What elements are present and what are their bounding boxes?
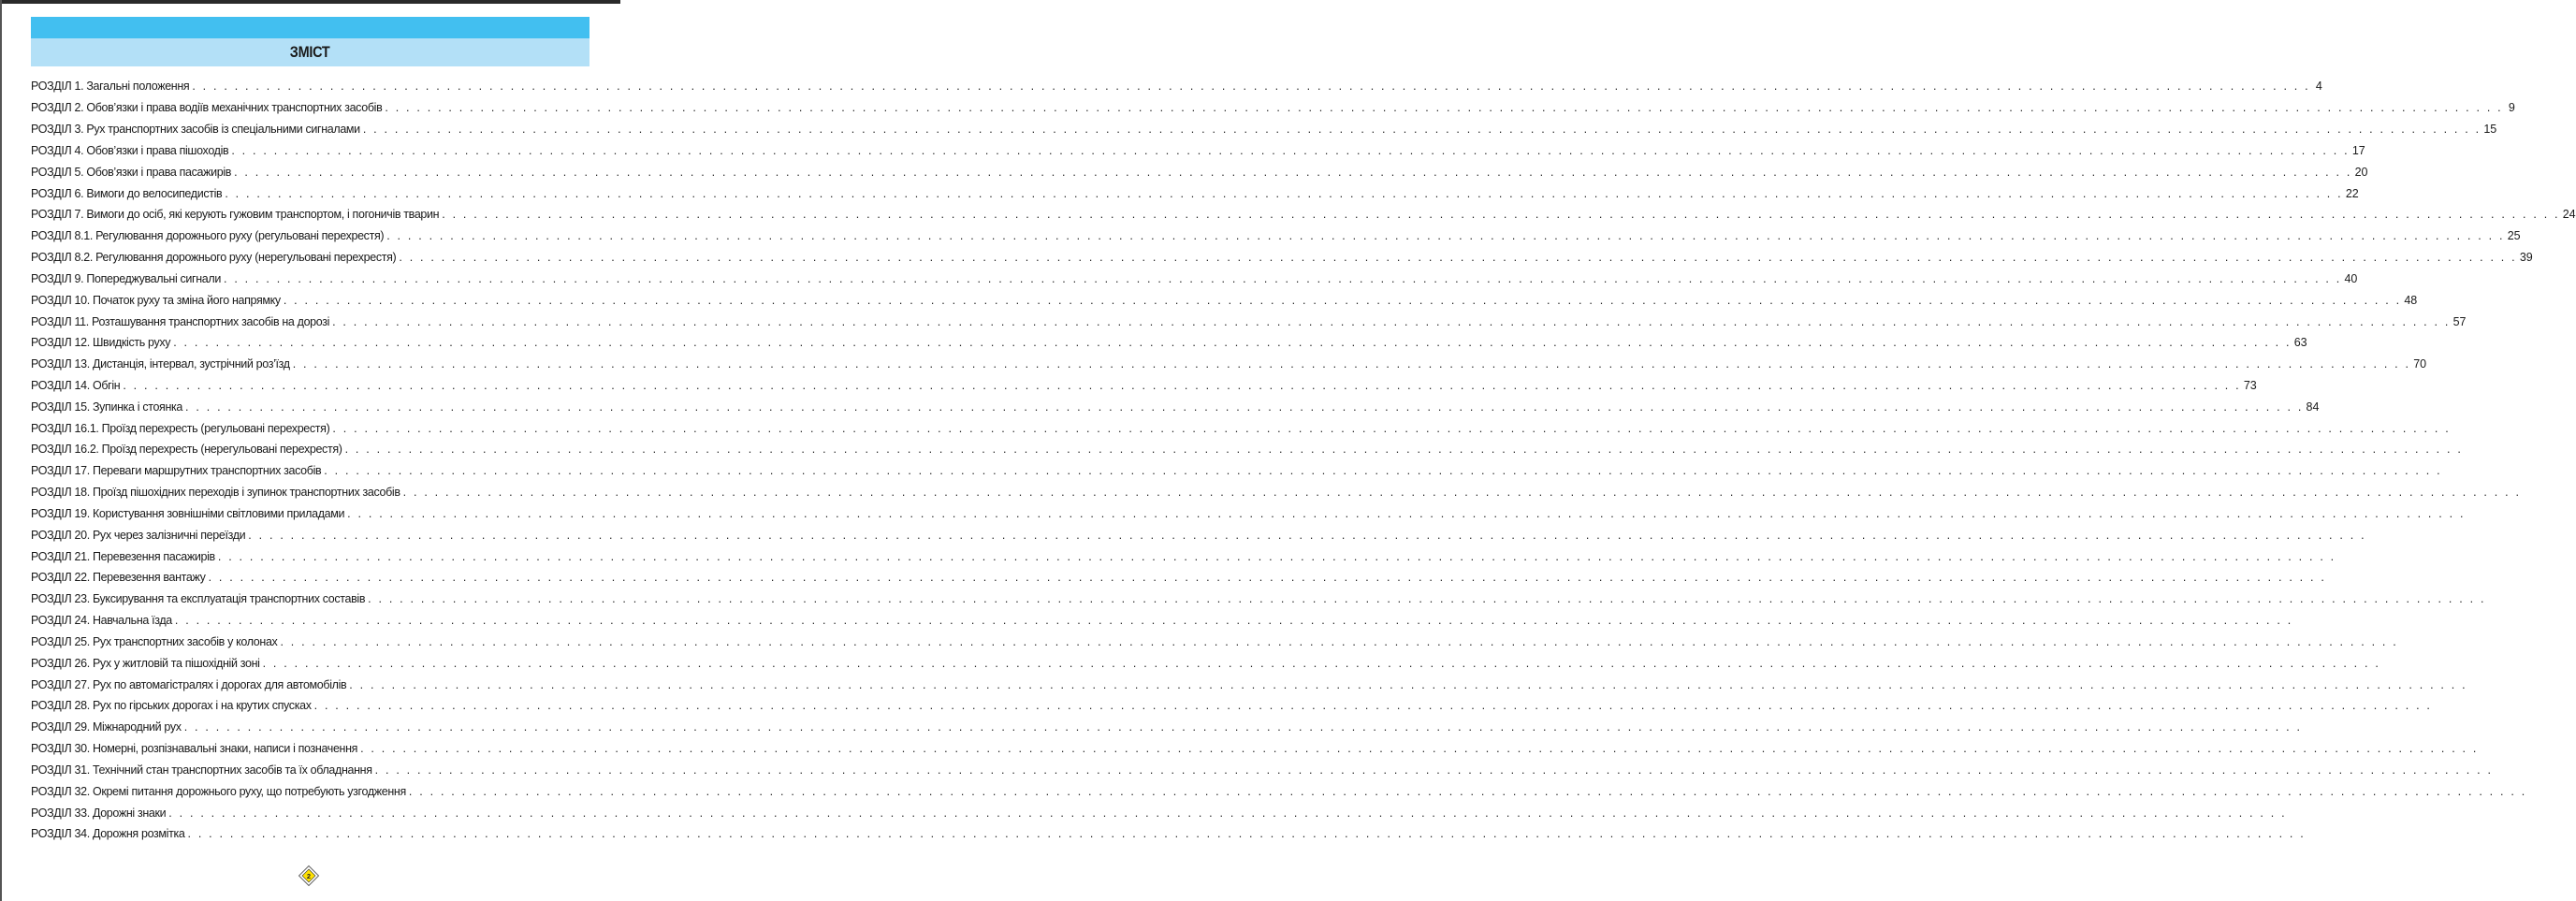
toc-entry-label: РОЗДІЛ 14. Обгін — [31, 379, 121, 392]
toc-entry-label: РОЗДІЛ 24. Навчальна їзда — [31, 614, 172, 628]
toc-entry[interactable] — [31, 460, 2442, 482]
toc-entry-page: 25 — [2507, 229, 2521, 243]
top-border — [0, 0, 620, 4]
toc-entry-label: РОЗДІЛ 17. Переваги маршрутних транспортних засобів — [31, 464, 322, 478]
dot-leader: . . . . . . . . . . . . . . . . . . . . . . . . . . . . . . . . . . . . . . . . . . . . . . . . . . . . . . . . . . . . . . . . . . . . . . . . . . . . . . . . . . . . . . . . . . . . . . . . . . . . . . . . . . . . . . . . . . . . . . . . . . . . . . . . . . . . . . . . . . . . . . . . . . . . . . . . . . . . . . . . . . . . . . . . . . . . . . . . . . . . . . . . . . . . . . . . . . . . . . . . — [183, 720, 2303, 734]
toc-entry-page: 24 — [2562, 208, 2576, 222]
dot-leader: . . . . . . . . . . . . . . . . . . . . . . . . . . . . . . . . . . . . . . . . . . . . . . . . . . . . . . . . . . . . . . . . . . . . . . . . . . . . . . . . . . . . . . . . . . . . . . . . . . . . . . . . . . . . . . . . . . . . . . . . . . . . . . . . . . . . . . . . . . . . . . . . . . . . . . . . . . . . . . . . . . . . . . . . . . . . . . . . . . . . . . . . . . . . . . . . . . . . . . . . — [231, 143, 2350, 157]
dot-leader: . . . . . . . . . . . . . . . . . . . . . . . . . . . . . . . . . . . . . . . . . . . . . . . . . . . . . . . . . . . . . . . . . . . . . . . . . . . . . . . . . . . . . . . . . . . . . . . . . . . . . . . . . . . . . . . . . . . . . . . . . . . . . . . . . . . . . . . . . . . . . . . . . . . . . . . . . . . . . . . . . . . . . . . . . . . . . . . . . . . . . . . . . . . . . . . . . . . . . . . . — [262, 656, 2381, 670]
dot-leader: . . . . . . . . . . . . . . . . . . . . . . . . . . . . . . . . . . . . . . . . . . . . . . . . . . . . . . . . . . . . . . . . . . . . . . . . . . . . . . . . . . . . . . . . . . . . . . . . . . . . . . . . . . . . . . . . . . . . . . . . . . . . . . . . . . . . . . . . . . . . . . . . . . . . . . . . . . . . . . . . . . . . . . . . . . . . . . . . . . . . . . . . . . . . . . . . . . . . . . . . — [386, 229, 2505, 243]
toc-entry-label: РОЗДІЛ 27. Рух по автомагістралях і дорогах для автомобілів — [31, 677, 347, 691]
toc-entry[interactable] — [31, 524, 2366, 545]
dot-leader: . . . . . . . . . . . . . . . . . . . . . . . . . . . . . . . . . . . . . . . . . . . . . . . . . . . . . . . . . . . . . . . . . . . . . . . . . . . . . . . . . . . . . . . . . . . . . . . . . . . . . . . . . . . . . . . . . . . . . . . . . . . . . . . . . . . . . . . . . . . . . . . . . . . . . . . . . . . . . . . . . . . . . . . . . . . . . . . . . . . . . . . . . . . . . . . . . . . . . . . . — [368, 592, 2486, 606]
toc-entry-label: РОЗДІЛ 16.1. Проїзд перехресть (регульовані перехрестя) — [31, 421, 330, 435]
toc-entry-label: РОЗДІЛ 25. Рух транспортних засобів у колонах — [31, 634, 278, 648]
dot-leader: . . . . . . . . . . . . . . . . . . . . . . . . . . . . . . . . . . . . . . . . . . . . . . . . . . . . . . . . . . . . . . . . . . . . . . . . . . . . . . . . . . . . . . . . . . . . . . . . . . . . . . . . . . . . . . . . . . . . . . . . . . . . . . . . . . . . . . . . . . . . . . . . . . . . . . . . . . . . . . . . . . . . . . . . . . . . . . . . . . . . . . . . . . . . . . . . . . . . . . . . — [442, 208, 2560, 222]
dot-leader: . . . . . . . . . . . . . . . . . . . . . . . . . . . . . . . . . . . . . . . . . . . . . . . . . . . . . . . . . . . . . . . . . . . . . . . . . . . . . . . . . . . . . . . . . . . . . . . . . . . . . . . . . . . . . . . . . . . . . . . . . . . . . . . . . . . . . . . . . . . . . . . . . . . . . . . . . . . . . . . . . . . . . . . . . . . . . . . . . . . . . . . . . . . . . . . . . . . . . . . . — [280, 634, 2398, 648]
dot-leader: . . . . . . . . . . . . . . . . . . . . . . . . . . . . . . . . . . . . . . . . . . . . . . . . . . . . . . . . . . . . . . . . . . . . . . . . . . . . . . . . . . . . . . . . . . . . . . . . . . . . . . . . . . . . . . . . . . . . . . . . . . . . . . . . . . . . . . . . . . . . . . . . . . . . . . . . . . . . . . . . . . . . . . . . . . . . . . . . . . . . . . . . . . . . . . . . . . . . . . . . — [174, 614, 2293, 628]
toc-entry[interactable] — [31, 738, 2479, 760]
toc-entry-label: РОЗДІЛ 4. Обов’язки і права пішоходів — [31, 143, 229, 157]
toc-entry-page: 9 — [2508, 101, 2515, 115]
toc-entry[interactable] — [31, 76, 2322, 97]
toc-entry[interactable] — [31, 289, 2418, 311]
toc-entry[interactable] — [31, 225, 2521, 247]
dot-leader: . . . . . . . . . . . . . . . . . . . . . . . . . . . . . . . . . . . . . . . . . . . . . . . . . . . . . . . . . . . . . . . . . . . . . . . . . . . . . . . . . . . . . . . . . . . . . . . . . . . . . . . . . . . . . . . . . . . . . . . . . . . . . . . . . . . . . . . . . . . . . . . . . . . . . . . . . . . . . . . . . . . . . . . . . . . . . . . . . . . . . . . . . . . . . . . . . . . . . . . . — [187, 827, 2306, 841]
toc-entry-label: РОЗДІЛ 9. Попереджувальні сигнали — [31, 271, 221, 285]
dot-leader: . . . . . . . . . . . . . . . . . . . . . . . . . . . . . . . . . . . . . . . . . . . . . . . . . . . . . . . . . . . . . . . . . . . . . . . . . . . . . . . . . . . . . . . . . . . . . . . . . . . . . . . . . . . . . . . . . . . . . . . . . . . . . . . . . . . . . . . . . . . . . . . . . . . . . . . . . . . . . . . . . . . . . . . . . . . . . . . . . . . . . . . . . . . . . . . . . . . . . . . . — [360, 742, 2479, 756]
toc-entry-label: РОЗДІЛ 18. Проїзд пішохідних переходів і зупинок транспортних засобів — [31, 486, 400, 500]
dot-leader: . . . . . . . . . . . . . . . . . . . . . . . . . . . . . . . . . . . . . . . . . . . . . . . . . . . . . . . . . . . . . . . . . . . . . . . . . . . . . . . . . . . . . . . . . . . . . . . . . . . . . . . . . . . . . . . . . . . . . . . . . . . . . . . . . . . . . . . . . . . . . . . . . . . . . . . . . . . . . . . . . . . . . . . . . . . . . . . . . . . . . . . . . . . . . . . . . . . . . . . . — [208, 571, 2327, 585]
toc-entry-page: 22 — [2345, 186, 2359, 200]
dot-leader: . . . . . . . . . . . . . . . . . . . . . . . . . . . . . . . . . . . . . . . . . . . . . . . . . . . . . . . . . . . . . . . . . . . . . . . . . . . . . . . . . . . . . . . . . . . . . . . . . . . . . . . . . . . . . . . . . . . . . . . . . . . . . . . . . . . . . . . . . . . . . . . . . . . . . . . . . . . . . . . . . . . . . . . . . . . . . . . . . . . . . . . . . . . . . . . . . . . . . . . . — [248, 528, 2366, 542]
toc-entry-page: 48 — [2404, 293, 2418, 307]
dot-leader: . . . . . . . . . . . . . . . . . . . . . . . . . . . . . . . . . . . . . . . . . . . . . . . . . . . . . . . . . . . . . . . . . . . . . . . . . . . . . . . . . . . . . . . . . . . . . . . . . . . . . . . . . . . . . . . . . . . . . . . . . . . . . . . . . . . . . . . . . . . . . . . . . . . . . . . . . . . . . . . . . . . . . . . . . . . . . . . . . . . . . . . . . . . . . . . . . . . . . . . . — [332, 421, 2451, 435]
toc-entry-label: РОЗДІЛ 7. Вимоги до осіб, які керують гужовим транспортом, і погоничів тварин — [31, 208, 440, 222]
toc-entry-label: РОЗДІЛ 1. Загальні положення — [31, 80, 190, 94]
page-number: 2 — [306, 871, 312, 880]
toc-entry-label: РОЗДІЛ 30. Номерні, розпізнавальні знаки, написи і позначення — [31, 742, 358, 756]
toc-entry-label: РОЗДІЛ 13. Дистанція, інтервал, зустрічний роз’їзд — [31, 357, 290, 371]
dot-leader: . . . . . . . . . . . . . . . . . . . . . . . . . . . . . . . . . . . . . . . . . . . . . . . . . . . . . . . . . . . . . . . . . . . . . . . . . . . . . . . . . . . . . . . . . . . . . . . . . . . . . . . . . . . . . . . . . . . . . . . . . . . . . . . . . . . . . . . . . . . . . . . . . . . . . . . . . . . . . . . . . . . . . . . . . . . . . . . . . . . . . . . . . . . . . . . . . . . . . . . . — [123, 379, 2241, 392]
toc-entry-label: РОЗДІЛ 2. Обов’язки і права водіїв механічних транспортних засобів — [31, 101, 383, 115]
dot-leader: . . . . . . . . . . . . . . . . . . . . . . . . . . . . . . . . . . . . . . . . . . . . . . . . . . . . . . . . . . . . . . . . . . . . . . . . . . . . . . . . . . . . . . . . . . . . . . . . . . . . . . . . . . . . . . . . . . . . . . . . . . . . . . . . . . . . . . . . . . . . . . . . . . . . . . . . . . . . . . . . . . . . . . . . . . . . . . . . . . . . . . . . . . . . . . . . . . . . . . . . — [283, 293, 2402, 307]
dot-leader: . . . . . . . . . . . . . . . . . . . . . . . . . . . . . . . . . . . . . . . . . . . . . . . . . . . . . . . . . . . . . . . . . . . . . . . . . . . . . . . . . . . . . . . . . . . . . . . . . . . . . . . . . . . . . . . . . . . . . . . . . . . . . . . . . . . . . . . . . . . . . . . . . . . . . . . . . . . . . . . . . . . . . . . . . . . . . . . . . . . . . . . . . . . . . . . . . . . . . . . . — [332, 314, 2451, 328]
dot-leader: . . . . . . . . . . . . . . . . . . . . . . . . . . . . . . . . . . . . . . . . . . . . . . . . . . . . . . . . . . . . . . . . . . . . . . . . . . . . . . . . . . . . . . . . . . . . . . . . . . . . . . . . . . . . . . . . . . . . . . . . . . . . . . . . . . . . . . . . . . . . . . . . . . . . . . . . . . . . . . . . . . . . . . . . . . . . . . . . . . . . . . . . . . . . . . . . . . . . . . . . — [347, 506, 2466, 520]
dot-leader: . . . . . . . . . . . . . . . . . . . . . . . . . . . . . . . . . . . . . . . . . . . . . . . . . . . . . . . . . . . . . . . . . . . . . . . . . . . . . . . . . . . . . . . . . . . . . . . . . . . . . . . . . . . . . . . . . . . . . . . . . . . . . . . . . . . . . . . . . . . . . . . . . . . . . . . . . . . . . . . . . . . . . . . . . . . . . . . . . . . . . . . . . . . . . . . . . . . . . . . . — [324, 464, 2442, 478]
toc-entry-label: РОЗДІЛ 5. Обов’язки і права пасажирів — [31, 165, 232, 179]
toc-entry[interactable] — [31, 482, 2522, 503]
toc-entry[interactable] — [31, 695, 2433, 717]
toc-entry-label: РОЗДІЛ 34. Дорожня розмітка — [31, 827, 185, 841]
toc-entry[interactable] — [31, 545, 2336, 567]
toc-entry[interactable] — [31, 503, 2466, 525]
toc-entry-label: РОЗДІЛ 11. Розташування транспортних засобів на дорозі — [31, 314, 330, 328]
toc-entry[interactable] — [31, 780, 2527, 802]
dot-leader: . . . . . . . . . . . . . . . . . . . . . . . . . . . . . . . . . . . . . . . . . . . . . . . . . . . . . . . . . . . . . . . . . . . . . . . . . . . . . . . . . . . . . . . . . . . . . . . . . . . . . . . . . . . . . . . . . . . . . . . . . . . . . . . . . . . . . . . . . . . . . . . . . . . . . . . . . . . . . . . . . . . . . . . . . . . . . . . . . . . . . . . . . . . . . . . . . . . . . . . . — [313, 699, 2433, 713]
toc-entry[interactable] — [31, 567, 2327, 589]
dot-leader: . . . . . . . . . . . . . . . . . . . . . . . . . . . . . . . . . . . . . . . . . . . . . . . . . . . . . . . . . . . . . . . . . . . . . . . . . . . . . . . . . . . . . . . . . . . . . . . . . . . . . . . . . . . . . . . . . . . . . . . . . . . . . . . . . . . . . . . . . . . . . . . . . . . . . . . . . . . . . . . . . . . . . . . . . . . . . . . . . . . . . . . . . . . . . . . . . . . . . . . . — [349, 677, 2467, 691]
toc-entry[interactable] — [31, 204, 2576, 225]
toc-entry-page: 63 — [2293, 336, 2307, 350]
toc-entry-page: 70 — [2413, 357, 2427, 371]
toc-entry-page: 84 — [2306, 400, 2320, 414]
toc-entry-label: РОЗДІЛ 10. Початок руху та зміна його напрямку — [31, 293, 281, 307]
dot-leader: . . . . . . . . . . . . . . . . . . . . . . . . . . . . . . . . . . . . . . . . . . . . . . . . . . . . . . . . . . . . . . . . . . . . . . . . . . . . . . . . . . . . . . . . . . . . . . . . . . . . . . . . . . . . . . . . . . . . . . . . . . . . . . . . . . . . . . . . . . . . . . . . . . . . . . . . . . . . . . . . . . . . . . . . . . . . . . . . . . . . . . . . . . . . . . . . . . . . . . . . — [408, 784, 2527, 798]
toc-entry[interactable] — [31, 823, 2306, 845]
toc-entry[interactable] — [31, 182, 2359, 204]
dot-leader: . . . . . . . . . . . . . . . . . . . . . . . . . . . . . . . . . . . . . . . . . . . . . . . . . . . . . . . . . . . . . . . . . . . . . . . . . . . . . . . . . . . . . . . . . . . . . . . . . . . . . . . . . . . . . . . . . . . . . . . . . . . . . . . . . . . . . . . . . . . . . . . . . . . . . . . . . . . . . . . . . . . . . . . . . . . . . . . . . . . . . . . . . . . . . . . . . . . . . . . . — [173, 336, 2292, 350]
toc-entry-label: РОЗДІЛ 19. Користування зовнішніми світловими приладами — [31, 506, 345, 520]
toc-entry[interactable] — [31, 311, 2467, 332]
dot-leader: . . . . . . . . . . . . . . . . . . . . . . . . . . . . . . . . . . . . . . . . . . . . . . . . . . . . . . . . . . . . . . . . . . . . . . . . . . . . . . . . . . . . . . . . . . . . . . . . . . . . . . . . . . . . . . . . . . . . . . . . . . . . . . . . . . . . . . . . . . . . . . . . . . . . . . . . . . . . . . . . . . . . . . . . . . . . . . . . . . . . . . . . . . . . . . . . . . . . . . . . — [344, 443, 2464, 457]
dot-leader: . . . . . . . . . . . . . . . . . . . . . . . . . . . . . . . . . . . . . . . . . . . . . . . . . . . . . . . . . . . . . . . . . . . . . . . . . . . . . . . . . . . . . . . . . . . . . . . . . . . . . . . . . . . . . . . . . . . . . . . . . . . . . . . . . . . . . . . . . . . . . . . . . . . . . . . . . . . . . . . . . . . . . . . . . . . . . . . . . . . . . . . . . . . . . . . . . . . . . . . . — [385, 101, 2503, 115]
table-of-contents — [31, 76, 2576, 845]
dot-leader: . . . . . . . . . . . . . . . . . . . . . . . . . . . . . . . . . . . . . . . . . . . . . . . . . . . . . . . . . . . . . . . . . . . . . . . . . . . . . . . . . . . . . . . . . . . . . . . . . . . . . . . . . . . . . . . . . . . . . . . . . . . . . . . . . . . . . . . . . . . . . . . . . . . . . . . . . . . . . . . . . . . . . . . . . . . . . . . . . . . . . . . . . . . . . . . . . . . . . . . . — [192, 80, 2310, 94]
dot-leader: . . . . . . . . . . . . . . . . . . . . . . . . . . . . . . . . . . . . . . . . . . . . . . . . . . . . . . . . . . . . . . . . . . . . . . . . . . . . . . . . . . . . . . . . . . . . . . . . . . . . . . . . . . . . . . . . . . . . . . . . . . . . . . . . . . . . . . . . . . . . . . . . . . . . . . . . . . . . . . . . . . . . . . . . . . . . . . . . . . . . . . . . . . . . . . . . . . . . . . . . — [168, 806, 2287, 820]
toc-entry[interactable] — [31, 610, 2293, 632]
dot-leader: . . . . . . . . . . . . . . . . . . . . . . . . . . . . . . . . . . . . . . . . . . . . . . . . . . . . . . . . . . . . . . . . . . . . . . . . . . . . . . . . . . . . . . . . . . . . . . . . . . . . . . . . . . . . . . . . . . . . . . . . . . . . . . . . . . . . . . . . . . . . . . . . . . . . . . . . . . . . . . . . . . . . . . . . . . . . . . . . . . . . . . . . . . . . . . . . . . . . . . . . — [225, 186, 2343, 200]
dot-leader: . . . . . . . . . . . . . . . . . . . . . . . . . . . . . . . . . . . . . . . . . . . . . . . . . . . . . . . . . . . . . . . . . . . . . . . . . . . . . . . . . . . . . . . . . . . . . . . . . . . . . . . . . . . . . . . . . . . . . . . . . . . . . . . . . . . . . . . . . . . . . . . . . . . . . . . . . . . . . . . . . . . . . . . . . . . . . . . . . . . . . . . . . . . . . . . . . . . . . . . . — [185, 400, 2304, 414]
toc-entry-label: РОЗДІЛ 20. Рух через залізничні переїзди — [31, 528, 246, 542]
toc-entry-label: РОЗДІЛ 3. Рух транспортних засобів із спеціальними сигналами — [31, 123, 360, 137]
toc-entry-label: РОЗДІЛ 6. Вимоги до велосипедистів — [31, 186, 223, 200]
toc-entry[interactable] — [31, 717, 2303, 738]
toc-entry[interactable] — [31, 417, 2451, 439]
toc-entry[interactable] — [31, 268, 2358, 289]
toc-entry[interactable] — [31, 97, 2515, 119]
toc-entry-label: РОЗДІЛ 33. Дорожні знаки — [31, 806, 167, 820]
toc-entry[interactable] — [31, 139, 2365, 161]
toc-entry-label: РОЗДІЛ 26. Рух у житловій та пішохідній зоні — [31, 656, 260, 670]
toc-entry[interactable] — [31, 632, 2398, 653]
dot-leader: . . . . . . . . . . . . . . . . . . . . . . . . . . . . . . . . . . . . . . . . . . . . . . . . . . . . . . . . . . . . . . . . . . . . . . . . . . . . . . . . . . . . . . . . . . . . . . . . . . . . . . . . . . . . . . . . . . . . . . . . . . . . . . . . . . . . . . . . . . . . . . . . . . . . . . . . . . . . . . . . . . . . . . . . . . . . . . . . . . . . . . . . . . . . . . . . . . . . . . . . — [399, 251, 2517, 265]
toc-entry[interactable] — [31, 674, 2467, 695]
toc-entry-page: 17 — [2351, 143, 2365, 157]
toc-entry-page: 40 — [2344, 271, 2358, 285]
toc-entry-label: РОЗДІЛ 12. Швидкість руху — [31, 336, 171, 350]
toc-entry-label: РОЗДІЛ 21. Перевезення пасажирів — [31, 549, 215, 563]
toc-entry-label: РОЗДІЛ 32. Окремі питання дорожнього руху, що потребують узгодження — [31, 784, 406, 798]
toc-entry[interactable] — [31, 354, 2427, 375]
toc-entry[interactable] — [31, 332, 2307, 354]
dot-leader: . . . . . . . . . . . . . . . . . . . . . . . . . . . . . . . . . . . . . . . . . . . . . . . . . . . . . . . . . . . . . . . . . . . . . . . . . . . . . . . . . . . . . . . . . . . . . . . . . . . . . . . . . . . . . . . . . . . . . . . . . . . . . . . . . . . . . . . . . . . . . . . . . . . . . . . . . . . . . . . . . . . . . . . . . . . . . . . . . . . . . . . . . . . . . . . . . . . . . . . . — [402, 486, 2522, 500]
dot-leader: . . . . . . . . . . . . . . . . . . . . . . . . . . . . . . . . . . . . . . . . . . . . . . . . . . . . . . . . . . . . . . . . . . . . . . . . . . . . . . . . . . . . . . . . . . . . . . . . . . . . . . . . . . . . . . . . . . . . . . . . . . . . . . . . . . . . . . . . . . . . . . . . . . . . . . . . . . . . . . . . . . . . . . . . . . . . . . . . . . . . . . . . . . . . . . . . . . . . . . . . — [223, 271, 2342, 285]
header-band — [31, 17, 589, 38]
toc-entry-label: РОЗДІЛ 31. Технічний стан транспортних засобів та їх обладнання — [31, 763, 372, 777]
toc-entry-page: 39 — [2519, 251, 2533, 265]
page-title: ЗМІСТ — [290, 43, 330, 61]
toc-entry[interactable] — [31, 119, 2497, 140]
toc-entry-page: 4 — [2315, 80, 2322, 94]
toc-entry[interactable] — [31, 652, 2381, 674]
toc-entry-label: РОЗДІЛ 23. Буксирування та експлуатація транспортних составів — [31, 592, 366, 606]
toc-entry[interactable] — [31, 247, 2533, 269]
toc-entry-label: РОЗДІЛ 16.2. Проїзд перехресть (нерегульовані перехрестя) — [31, 443, 342, 457]
toc-entry-label: РОЗДІЛ 28. Рух по гірських дорогах і на крутих спусках — [31, 699, 312, 713]
toc-entry[interactable] — [31, 589, 2486, 610]
toc-entry-label: РОЗДІЛ 15. Зупинка і стоянка — [31, 400, 183, 414]
toc-entry[interactable] — [31, 802, 2287, 823]
toc-entry[interactable] — [31, 439, 2464, 460]
toc-entry-page: 15 — [2483, 123, 2497, 137]
toc-entry-label: РОЗДІЛ 8.2. Регулювання дорожнього руху (нерегульовані перехрестя) — [31, 251, 397, 265]
toc-entry[interactable] — [31, 161, 2368, 182]
toc-entry[interactable] — [31, 375, 2257, 397]
page-number-badge — [298, 865, 319, 886]
toc-entry-label: РОЗДІЛ 29. Міжнародний рух — [31, 720, 182, 734]
left-border — [0, 0, 2, 901]
title-band — [31, 38, 589, 66]
dot-leader: . . . . . . . . . . . . . . . . . . . . . . . . . . . . . . . . . . . . . . . . . . . . . . . . . . . . . . . . . . . . . . . . . . . . . . . . . . . . . . . . . . . . . . . . . . . . . . . . . . . . . . . . . . . . . . . . . . . . . . . . . . . . . . . . . . . . . . . . . . . . . . . . . . . . . . . . . . . . . . . . . . . . . . . . . . . . . . . . . . . . . . . . . . . . . . . . . . . . . . . . — [234, 165, 2352, 179]
toc-entry[interactable] — [31, 760, 2494, 781]
toc-entry-label: РОЗДІЛ 8.1. Регулювання дорожнього руху (регульовані перехрестя) — [31, 229, 385, 243]
toc-entry-page: 20 — [2354, 165, 2368, 179]
dot-leader: . . . . . . . . . . . . . . . . . . . . . . . . . . . . . . . . . . . . . . . . . . . . . . . . . . . . . . . . . . . . . . . . . . . . . . . . . . . . . . . . . . . . . . . . . . . . . . . . . . . . . . . . . . . . . . . . . . . . . . . . . . . . . . . . . . . . . . . . . . . . . . . . . . . . . . . . . . . . . . . . . . . . . . . . . . . . . . . . . . . . . . . . . . . . . . . . . . . . . . . . — [292, 357, 2411, 371]
dot-leader: . . . . . . . . . . . . . . . . . . . . . . . . . . . . . . . . . . . . . . . . . . . . . . . . . . . . . . . . . . . . . . . . . . . . . . . . . . . . . . . . . . . . . . . . . . . . . . . . . . . . . . . . . . . . . . . . . . . . . . . . . . . . . . . . . . . . . . . . . . . . . . . . . . . . . . . . . . . . . . . . . . . . . . . . . . . . . . . . . . . . . . . . . . . . . . . . . . . . . . . . — [374, 763, 2494, 777]
toc-entry-label: РОЗДІЛ 22. Перевезення вантажу — [31, 571, 206, 585]
dot-leader: . . . . . . . . . . . . . . . . . . . . . . . . . . . . . . . . . . . . . . . . . . . . . . . . . . . . . . . . . . . . . . . . . . . . . . . . . . . . . . . . . . . . . . . . . . . . . . . . . . . . . . . . . . . . . . . . . . . . . . . . . . . . . . . . . . . . . . . . . . . . . . . . . . . . . . . . . . . . . . . . . . . . . . . . . . . . . . . . . . . . . . . . . . . . . . . . . . . . . . . . — [362, 123, 2481, 137]
toc-entry-page: 57 — [2452, 314, 2467, 328]
toc-entry-page: 73 — [2243, 379, 2257, 392]
toc-entry[interactable] — [31, 396, 2320, 417]
dot-leader: . . . . . . . . . . . . . . . . . . . . . . . . . . . . . . . . . . . . . . . . . . . . . . . . . . . . . . . . . . . . . . . . . . . . . . . . . . . . . . . . . . . . . . . . . . . . . . . . . . . . . . . . . . . . . . . . . . . . . . . . . . . . . . . . . . . . . . . . . . . . . . . . . . . . . . . . . . . . . . . . . . . . . . . . . . . . . . . . . . . . . . . . . . . . . . . . . . . . . . . . — [217, 549, 2336, 563]
